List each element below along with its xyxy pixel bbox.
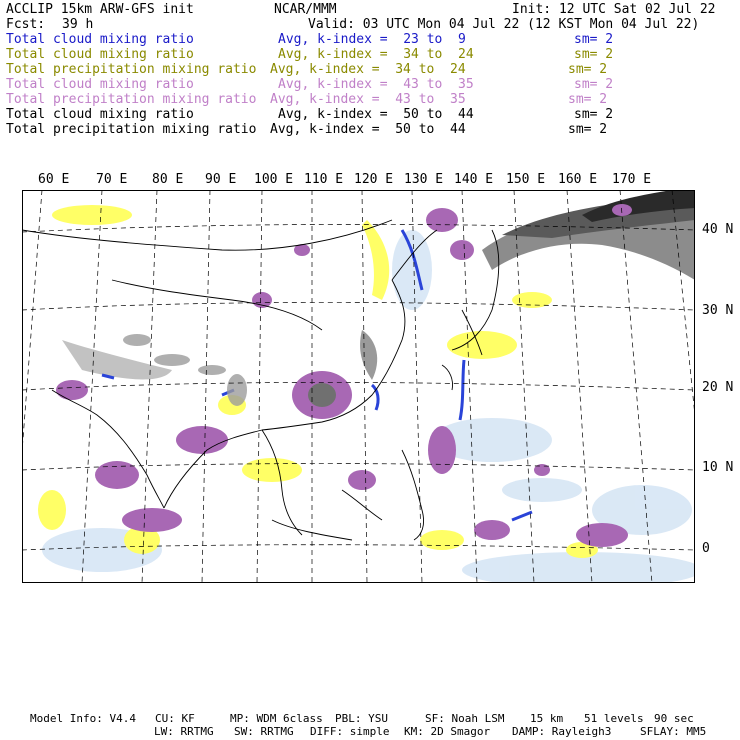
legend-desc-2: Avg, k-index = 34 to 24 bbox=[278, 47, 474, 62]
model-info-resolution: 15 km bbox=[530, 712, 564, 725]
legend-desc-6: Avg, k-index = 50 to 44 bbox=[278, 107, 474, 122]
lat-label-10n: 10 N bbox=[702, 460, 734, 475]
model-info-sflay: SFLAY: MM5 bbox=[640, 725, 707, 738]
model-info-damp: DAMP: Rayleigh3 bbox=[512, 725, 612, 738]
legend-sm-1: sm= 2 bbox=[574, 32, 614, 47]
lon-label-110e: 110 E bbox=[304, 172, 344, 187]
legend-desc-1: Avg, k-index = 23 to 9 bbox=[278, 32, 466, 47]
lat-label-30n: 30 N bbox=[702, 303, 734, 318]
model-info-mp: MP: WDM 6class bbox=[230, 712, 323, 725]
legend-name-1: Total cloud mixing ratio bbox=[6, 32, 194, 47]
legend-sm-4: sm= 2 bbox=[574, 77, 614, 92]
lat-label-0: 0 bbox=[702, 541, 710, 556]
center-label: NCAR/MMM bbox=[274, 2, 337, 17]
lon-label-160e: 160 E bbox=[558, 172, 598, 187]
legend-name-3: Total precipitation mixing ratio bbox=[6, 62, 257, 77]
lon-label-90e: 90 E bbox=[205, 172, 237, 187]
legend-desc-5: Avg, k-index = 43 to 35 bbox=[270, 92, 466, 107]
forecast-label: Fcst: bbox=[6, 17, 46, 32]
forecast-value: 39 h bbox=[62, 17, 94, 32]
forecast-map bbox=[22, 190, 695, 583]
model-info-levels: 51 levels bbox=[584, 712, 644, 725]
model-info-sf: SF: Noah LSM bbox=[425, 712, 505, 725]
lon-label-100e: 100 E bbox=[254, 172, 294, 187]
model-info-km: KM: 2D Smagor bbox=[404, 725, 491, 738]
lon-label-140e: 140 E bbox=[454, 172, 494, 187]
model-info-version: Model Info: V4.4 bbox=[30, 712, 136, 725]
lon-label-120e: 120 E bbox=[354, 172, 394, 187]
legend-sm-2: sm= 2 bbox=[574, 47, 614, 62]
model-info-lw: LW: RRTMG bbox=[154, 725, 214, 738]
legend-sm-7: sm= 2 bbox=[568, 122, 608, 137]
lon-label-60e: 60 E bbox=[38, 172, 70, 187]
legend-sm-6: sm= 2 bbox=[574, 107, 614, 122]
legend-sm-5: sm= 2 bbox=[568, 92, 608, 107]
legend-desc-3: Avg, k-index = 34 to 24 bbox=[270, 62, 466, 77]
model-info-cu: CU: KF bbox=[155, 712, 195, 725]
model-info-pbl: PBL: YSU bbox=[335, 712, 388, 725]
legend-desc-7: Avg, k-index = 50 to 44 bbox=[270, 122, 466, 137]
legend-name-5: Total precipitation mixing ratio bbox=[6, 92, 257, 107]
init-time: Init: 12 UTC Sat 02 Jul 22 bbox=[512, 2, 716, 17]
lat-label-40n: 40 N bbox=[702, 222, 734, 237]
model-info-timestep: 90 sec bbox=[654, 712, 694, 725]
lon-label-170e: 170 E bbox=[612, 172, 652, 187]
plot-title: ACCLIP 15km ARW-GFS init bbox=[6, 2, 194, 17]
lon-label-130e: 130 E bbox=[404, 172, 444, 187]
legend-name-7: Total precipitation mixing ratio bbox=[6, 122, 257, 137]
lon-label-70e: 70 E bbox=[96, 172, 128, 187]
lon-label-80e: 80 E bbox=[152, 172, 184, 187]
lon-label-150e: 150 E bbox=[506, 172, 546, 187]
legend-name-4: Total cloud mixing ratio bbox=[6, 77, 194, 92]
valid-time: Valid: 03 UTC Mon 04 Jul 22 (12 KST Mon 04 Jul 22) bbox=[308, 17, 700, 32]
model-info-diff: DIFF: simple bbox=[310, 725, 390, 738]
legend-desc-4: Avg, k-index = 43 to 35 bbox=[278, 77, 474, 92]
lat-label-20n: 20 N bbox=[702, 380, 734, 395]
legend-sm-3: sm= 2 bbox=[568, 62, 608, 77]
legend-name-2: Total cloud mixing ratio bbox=[6, 47, 194, 62]
legend-name-6: Total cloud mixing ratio bbox=[6, 107, 194, 122]
model-info-sw: SW: RRTMG bbox=[234, 725, 294, 738]
